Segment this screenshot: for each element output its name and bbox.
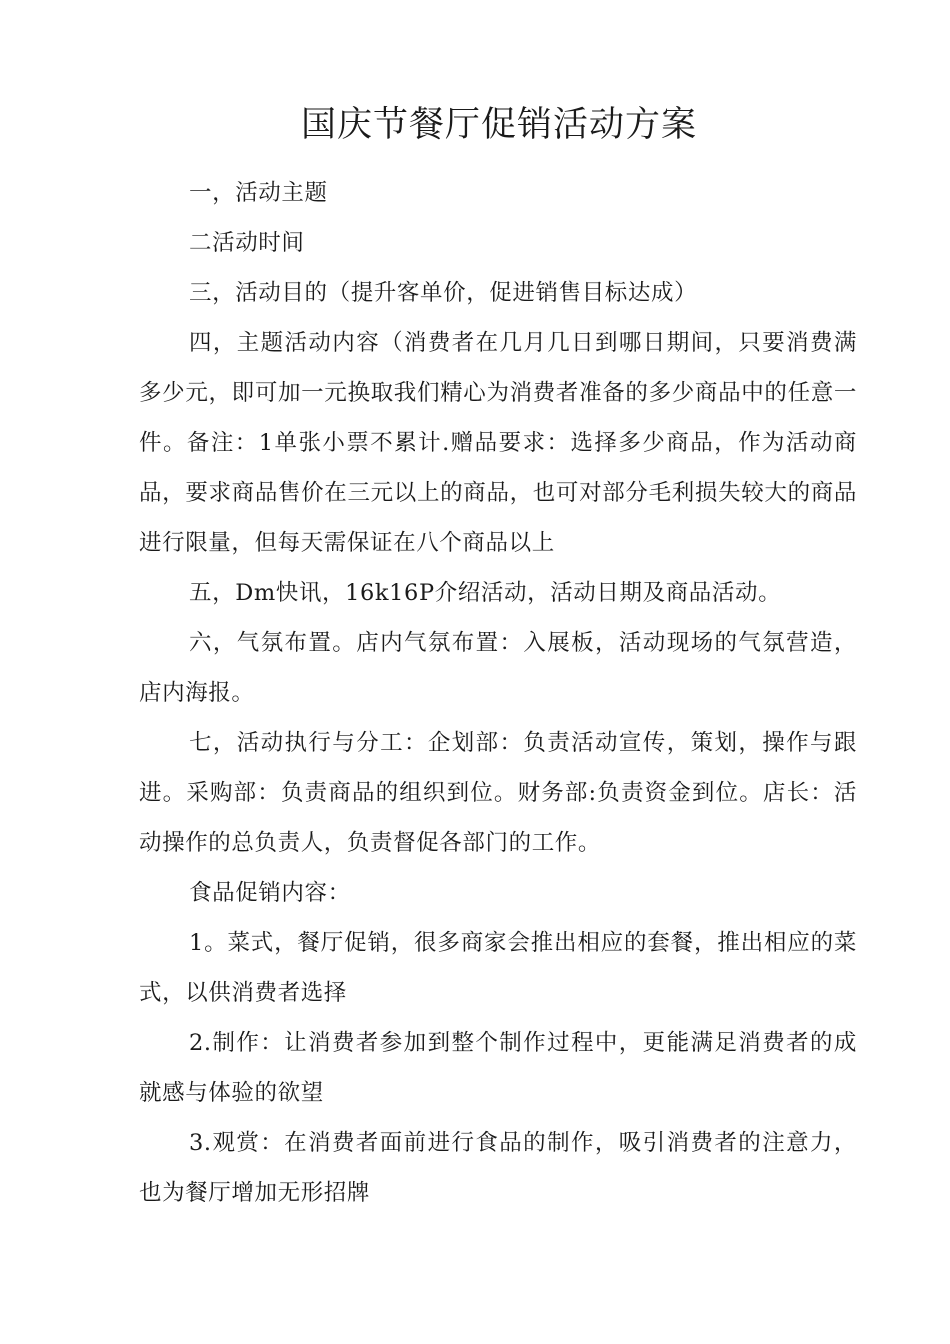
section-dm-flyer: 五，Dm快讯，16k16P介绍活动，活动日期及商品活动。 xyxy=(189,580,782,606)
food-item-dishes: 1。菜式，餐厅促销，很多商家会推出相应的套餐，推出相应的菜式，以供消费者选择 xyxy=(139,930,857,1006)
section-atmosphere: 六，气氛布置。店内气氛布置：入展板，活动现场的气氛营造，店内海报。 xyxy=(139,630,857,706)
section-time: 二活动时间 xyxy=(189,230,305,256)
section-main-content: 四，主题活动内容（消费者在几月几日到哪日期间，只要消费满多少元，即可加一元换取我们精心为消费者准备的多少商品中的任意一件。备注：1单张小票不累计.赠品要求：选择多少商品，作为活动商品，要求商品售价在三元以上的商品，也可对部分毛利损失较大的商品进行限量，但每天需保证在八个商品以上 xyxy=(139,330,857,556)
section-theme: 一，活动主题 xyxy=(189,180,328,206)
food-item-viewing: 3.观赏：在消费者面前进行食品的制作，吸引消费者的注意力，也为餐厅增加无形招牌 xyxy=(139,1130,857,1206)
food-item-making: 2.制作：让消费者参加到整个制作过程中，更能满足消费者的成就感与体验的欲望 xyxy=(139,1030,857,1106)
section-purpose: 三，活动目的（提升客单价，促进销售目标达成） xyxy=(189,280,698,306)
document-title: 国庆节餐厅促销活动方案 xyxy=(300,105,697,145)
food-promo-heading: 食品促销内容： xyxy=(189,880,351,906)
document-body xyxy=(139,168,857,1218)
section-execution: 七，活动执行与分工：企划部：负责活动宣传，策划，操作与跟进。采购部：负责商品的组织到位。财务部:负责资金到位。店长：活动操作的总负责人，负责督促各部门的工作。 xyxy=(139,730,857,856)
